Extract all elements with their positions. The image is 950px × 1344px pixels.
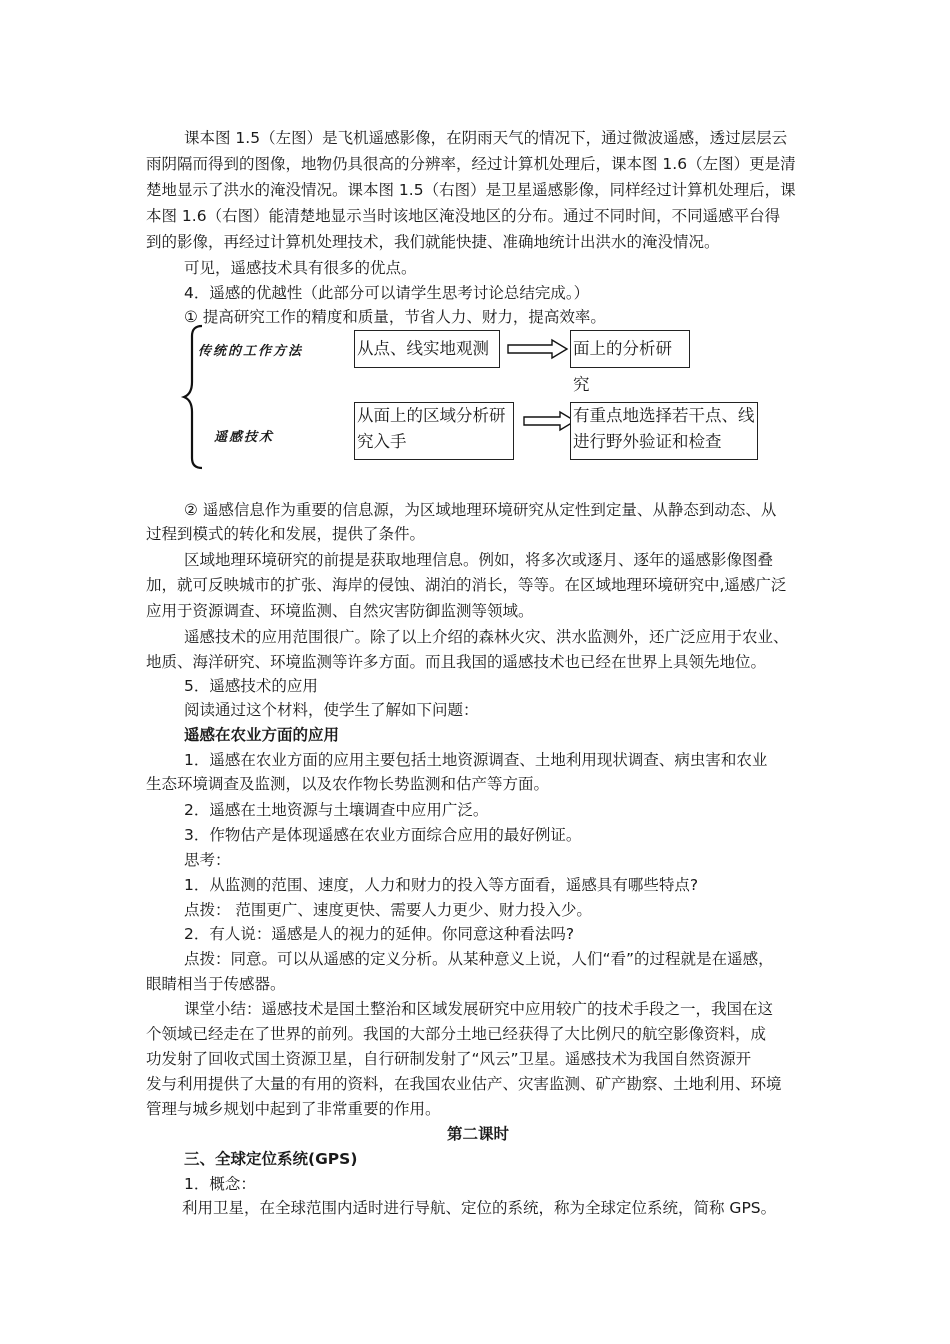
gps-heading: 三、全球定位系统(GPS) bbox=[184, 1150, 358, 1168]
paragraph-line: 课本图 1.5（左图）是飞机遥感影像，在阴雨天气的情况下，通过微波遥感，透过层层云 bbox=[184, 129, 788, 147]
answer-2: 眼睛相当于传感器。 bbox=[146, 975, 286, 993]
gps-definition: 利用卫星，在全球范围内适时进行导航、定位的系统，称为全球定位系统，简称 GPS。 bbox=[182, 1199, 777, 1217]
summary-line: 发与利用提供了大量的有用的资料，在我国农业估产、灾害监测、矿产勘察、土地利用、环境 bbox=[146, 1075, 782, 1093]
comparison-diagram bbox=[180, 322, 780, 472]
summary-line: 功发射了回收式国土资源卫星，自行研制发射了“风云”卫星。遥感技术为我国自然资源开 bbox=[146, 1050, 752, 1068]
summary-line: 课堂小结：遥感技术是国土整治和区域发展研究中应用较广的技术手段之一，我国在这 bbox=[184, 1000, 774, 1018]
remote-sensing-label: 遥感技术 bbox=[214, 430, 275, 445]
rs-step2-line1: 有重点地选择若干点、线 bbox=[573, 406, 755, 425]
lesson-title: 第二课时 bbox=[446, 1125, 509, 1143]
rs-step1-line1: 从面上的区域分析研 bbox=[357, 406, 506, 425]
traditional-method-label: 传统的工作方法 bbox=[198, 344, 304, 359]
paragraph-line: 雨阴隔而得到的图像，地物仍具很高的分辨率，经过计算机处理后，课本图 1.6（左图）更是清 bbox=[146, 155, 796, 173]
summary-line: 个领域已经走在了世界的前列。我国的大部分土地已经获得了大比例尺的航空影像资料，成 bbox=[146, 1025, 767, 1043]
paragraph-line: 本图 1.6（右图）能清楚地显示当时该地区淹没地区的分布。通过不同时间，不同遥感平台得 bbox=[146, 207, 781, 225]
rs-step2-box bbox=[570, 402, 758, 460]
point-2-line: ② 遥感信息作为重要的信息源，为区域地理环境研究从定性到定量、从静态到动态、从 bbox=[184, 501, 777, 519]
paragraph-line: 应用于资源调查、环境监测、自然灾害防御监测等领域。 bbox=[146, 602, 534, 620]
paragraph-line: 加，就可反映城市的扩张、海岸的侵蚀、湖泊的消长，等等。在区域地理环境研究中,遥感广泛 bbox=[146, 576, 787, 594]
traditional-step2-box: 面上的分析研究 bbox=[570, 330, 690, 368]
paragraph-line: 遥感技术的应用范围很广。除了以上介绍的森林火灾、洪水监测外，还广泛应用于农业、 bbox=[184, 628, 789, 646]
section-heading-5: 5．遥感技术的应用 bbox=[184, 677, 318, 695]
section-heading-4: 4．遥感的优越性（此部分可以请学生思考讨论总结完成。） bbox=[184, 284, 590, 302]
rs-step2-line2: 进行野外验证和检查 bbox=[573, 432, 722, 451]
agriculture-item-1: 生态环境调查及监测，以及农作物长势监测和估产等方面。 bbox=[146, 775, 550, 793]
rs-step1-line2: 究入手 bbox=[357, 432, 407, 451]
question-2: 2．有人说：遥感是人的视力的延伸。你同意这种看法吗? bbox=[184, 925, 575, 943]
point-1: ① 提高研究工作的精度和质量，节省人力、财力，提高效率。 bbox=[184, 308, 606, 326]
paragraph-line: 楚地显示了洪水的淹没情况。课本图 1.5（右图）是卫星遥感影像，同样经过计算机处理后，课 bbox=[146, 181, 796, 199]
paragraph-line: 区域地理环境研究的前提是获取地理信息。例如，将多次或逐月、逐年的遥感影像图叠 bbox=[184, 551, 774, 569]
conclusion-text: 可见，遥感技术具有很多的优点。 bbox=[184, 259, 417, 277]
traditional-step1-box: 从点、线实地观测 bbox=[354, 330, 500, 368]
answer-2: 点拨：同意。可以从遥感的定义分析。从某种意义上说，人们“看”的过程就是在遥感， bbox=[184, 950, 774, 968]
agriculture-item-3: 3．作物估产是体现遥感在农业方面综合应用的最好例证。 bbox=[184, 826, 582, 844]
agriculture-heading: 遥感在农业方面的应用 bbox=[184, 726, 340, 744]
agriculture-item-1: 1．遥感在农业方面的应用主要包括土地资源调查、土地利用现状调查、病虫害和农业 bbox=[184, 751, 768, 769]
think-label: 思考： bbox=[184, 851, 231, 869]
answer-1: 点拨： 范围更广、速度更快、需要人力更少、财力投入少。 bbox=[184, 901, 592, 919]
paragraph-line: 地质、海洋研究、环境监测等许多方面。而且我国的遥感技术也已经在世界上具领先地位。 bbox=[146, 653, 767, 671]
point-2-line: 过程到模式的转化和发展，提供了条件。 bbox=[146, 525, 426, 543]
question-1: 1．从监测的范围、速度，人力和财力的投入等方面看，遥感具有哪些特点? bbox=[184, 876, 699, 894]
reading-instruction: 阅读通过这个材料，使学生了解如下问题： bbox=[184, 701, 479, 719]
paragraph-line: 到的影像，再经过计算机处理技术，我们就能快捷、准确地统计出洪水的淹没情况。 bbox=[146, 233, 720, 251]
right-arrow-icon bbox=[506, 338, 570, 360]
concept-label: 1．概念： bbox=[184, 1175, 256, 1193]
summary-line: 管理与城乡规划中起到了非常重要的作用。 bbox=[146, 1100, 441, 1118]
rs-step1-box bbox=[354, 402, 514, 460]
agriculture-item-2: 2．遥感在土地资源与土壤调查中应用广泛。 bbox=[184, 801, 489, 819]
